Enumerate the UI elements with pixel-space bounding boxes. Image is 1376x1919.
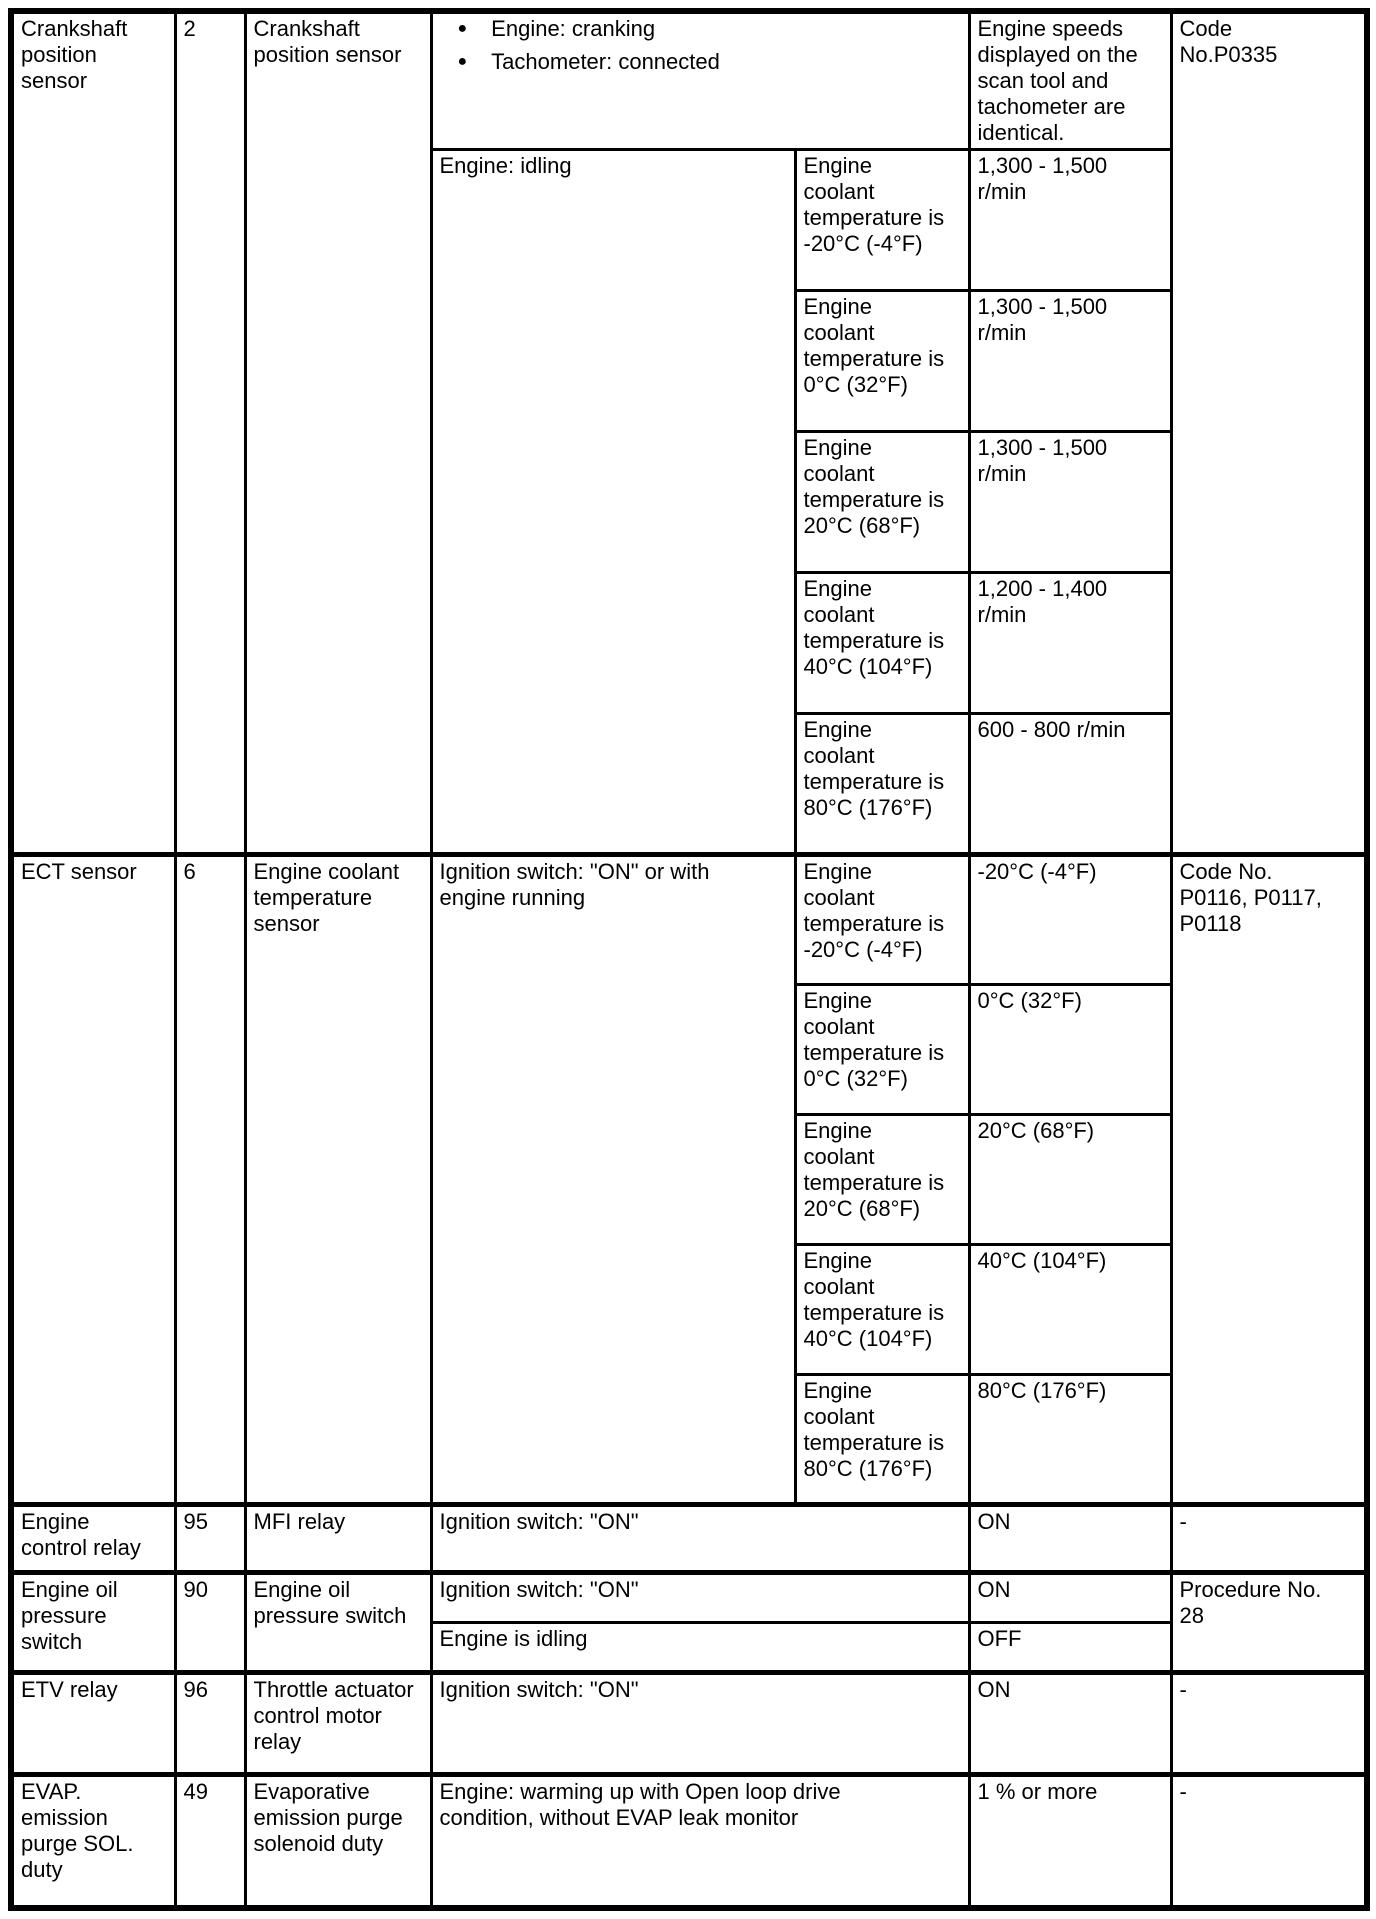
engine-control-relay-name-cell (245, 1505, 431, 1573)
engine-control-relay-condition-cell (431, 1505, 969, 1573)
value-text: ON (977, 1577, 1011, 1602)
value-text: 40°C (104°F) (977, 1248, 1107, 1273)
value-cell (969, 1775, 1171, 1908)
value-cell (969, 714, 1171, 855)
sub-condition-cell (795, 432, 969, 573)
oil-pressure-code-cell (1171, 1573, 1367, 1673)
ect-name-cell (245, 855, 431, 1505)
value-text: 1,300 - 1,500 r/min (977, 294, 1108, 345)
name-text: Evaporative emission purge solenoid duty (253, 1779, 403, 1856)
ect-name-text: Engine coolant temperature sensor (253, 859, 400, 936)
value-text: 1,300 - 1,500 r/min (977, 435, 1108, 486)
condition-text: Ignition switch: "ON" (439, 1677, 639, 1702)
condition-text: Engine: idling (439, 153, 572, 178)
value-text: 600 - 800 r/min (977, 717, 1126, 742)
etv-relay-key-cell (175, 1673, 245, 1775)
crankshaft-idling-condition-cell (431, 150, 795, 855)
sub-condition-text: Engine coolant temperature is 20°C (68°F) (803, 435, 945, 538)
oil-pressure-condition-cell (431, 1573, 969, 1623)
value-cell (969, 150, 1171, 291)
item-text: EVAP. emission purge SOL. duty (21, 1779, 134, 1882)
sub-condition-text: Engine coolant temperature is 40°C (104°F) (803, 1248, 945, 1351)
value-cell (969, 1245, 1171, 1375)
sub-condition-cell (795, 714, 969, 855)
value-cell (969, 1623, 1171, 1673)
sub-condition-cell (795, 1115, 969, 1245)
code-text: Procedure No. 28 (1179, 1577, 1322, 1628)
condition-text: Ignition switch: "ON" or with engine running (439, 859, 710, 910)
value-cell (969, 985, 1171, 1115)
oil-pressure-name-cell (245, 1573, 431, 1673)
etv-relay-item-cell (11, 1673, 175, 1775)
sub-condition-cell (795, 855, 969, 985)
code-text: - (1179, 1509, 1187, 1534)
value-cell (969, 855, 1171, 985)
sub-condition-text: Engine coolant temperature is 80°C (176°F) (803, 717, 945, 820)
name-text: Engine oil pressure switch (253, 1577, 407, 1628)
key-text: 90 (183, 1577, 208, 1602)
condition-text: Engine is idling (439, 1626, 588, 1651)
ect-condition-cell (431, 855, 795, 1505)
condition-text: Ignition switch: "ON" (439, 1577, 639, 1602)
ect-item-text: ECT sensor (21, 859, 137, 884)
crankshaft-code-cell (1171, 11, 1367, 855)
value-cell (969, 1505, 1171, 1573)
sub-condition-text: Engine coolant temperature is 0°C (32°F) (803, 294, 945, 397)
code-cell (1171, 1505, 1367, 1573)
condition-text: Tachometer: connected (491, 49, 720, 74)
condition-bullet-list (440, 16, 960, 75)
crankshaft-cranking-value-cell (969, 11, 1171, 150)
sub-condition-cell (795, 291, 969, 432)
sub-condition-cell (795, 150, 969, 291)
evap-name-cell (245, 1775, 431, 1908)
value-text: 0°C (32°F) (977, 988, 1082, 1013)
code-cell (1171, 1775, 1367, 1908)
value-cell (969, 573, 1171, 714)
sub-condition-text: Engine coolant temperature is 0°C (32°F) (803, 988, 945, 1091)
oil-pressure-key-cell (175, 1573, 245, 1673)
value-text: ON (977, 1677, 1011, 1702)
value-text: 20°C (68°F) (977, 1118, 1095, 1143)
oil-pressure-item-cell (11, 1573, 175, 1673)
key-text: 95 (183, 1509, 208, 1534)
item-text: Engine oil pressure switch (21, 1577, 118, 1654)
sub-condition-text: Engine coolant temperature is -20°C (-4°F) (803, 153, 945, 256)
value-text: ON (977, 1509, 1011, 1534)
crankshaft-item-cell (11, 11, 175, 855)
key-text: 96 (183, 1677, 208, 1702)
value-text: 1,200 - 1,400 r/min (977, 576, 1108, 627)
code-text: - (1179, 1779, 1187, 1804)
value-text: -20°C (-4°F) (977, 859, 1097, 884)
evap-condition-cell (431, 1775, 969, 1908)
sub-condition-text: Engine coolant temperature is 80°C (176°F) (803, 1378, 945, 1481)
condition-text: Engine: cranking (491, 16, 656, 41)
condition-text: Ignition switch: "ON" (439, 1509, 639, 1534)
crankshaft-cranking-condition-cell (431, 11, 969, 150)
value-text: 80°C (176°F) (977, 1378, 1107, 1403)
evap-item-cell (11, 1775, 175, 1908)
condition-bullet-row (458, 16, 960, 42)
engine-control-relay-item-cell (11, 1505, 175, 1573)
sub-condition-cell (795, 1245, 969, 1375)
service-data-inspection-table (8, 8, 1370, 1911)
sub-condition-cell (795, 573, 969, 714)
value-cell (969, 291, 1171, 432)
value-cell (969, 432, 1171, 573)
sub-condition-text: Engine coolant temperature is 20°C (68°F) (803, 1118, 945, 1221)
code-text: - (1179, 1677, 1187, 1702)
item-text: Engine control relay (21, 1509, 141, 1560)
ect-key-cell (175, 855, 245, 1505)
name-text: MFI relay (253, 1509, 346, 1534)
value-cell (969, 1115, 1171, 1245)
crankshaft-name-text: Crankshaft position sensor (253, 16, 402, 67)
sub-condition-cell (795, 1375, 969, 1505)
code-cell (1171, 1673, 1367, 1775)
sub-condition-text: Engine coolant temperature is 40°C (104°F) (803, 576, 945, 679)
crankshaft-key-cell (175, 11, 245, 855)
item-text: ETV relay (21, 1677, 118, 1702)
ect-key-text: 6 (183, 859, 196, 884)
sub-condition-cell (795, 985, 969, 1115)
evap-key-cell (175, 1775, 245, 1908)
condition-text: Engine: warming up with Open loop drive condition, without EVAP leak monitor (439, 1779, 841, 1830)
name-text: Throttle actuator control motor relay (253, 1677, 414, 1754)
condition-bullet-row (458, 49, 960, 75)
sub-condition-text: Engine coolant temperature is -20°C (-4°F) (803, 859, 945, 962)
value-cell (969, 1573, 1171, 1623)
bullet-icon: ● (457, 53, 468, 70)
value-text: 1 % or more (977, 1779, 1098, 1804)
code-text: Code No.P0335 (1179, 16, 1278, 67)
engine-control-relay-key-cell (175, 1505, 245, 1573)
bullet-icon: ● (457, 20, 468, 37)
etv-relay-name-cell (245, 1673, 431, 1775)
value-cell (969, 1673, 1171, 1775)
value-cell (969, 1375, 1171, 1505)
code-text: Code No. P0116, P0117, P0118 (1179, 859, 1322, 936)
oil-pressure-condition-cell (431, 1623, 969, 1673)
value-text: OFF (977, 1626, 1022, 1651)
ect-item-cell (11, 855, 175, 1505)
etv-relay-condition-cell (431, 1673, 969, 1775)
key-text: 49 (183, 1779, 208, 1804)
ect-code-cell (1171, 855, 1367, 1505)
crankshaft-key-text: 2 (183, 16, 196, 41)
crankshaft-name-cell (245, 11, 431, 855)
value-text: 1,300 - 1,500 r/min (977, 153, 1108, 204)
value-text: Engine speeds displayed on the scan tool and tachometer are identical. (977, 16, 1138, 145)
crankshaft-item-text: Crankshaft position sensor (21, 16, 128, 93)
